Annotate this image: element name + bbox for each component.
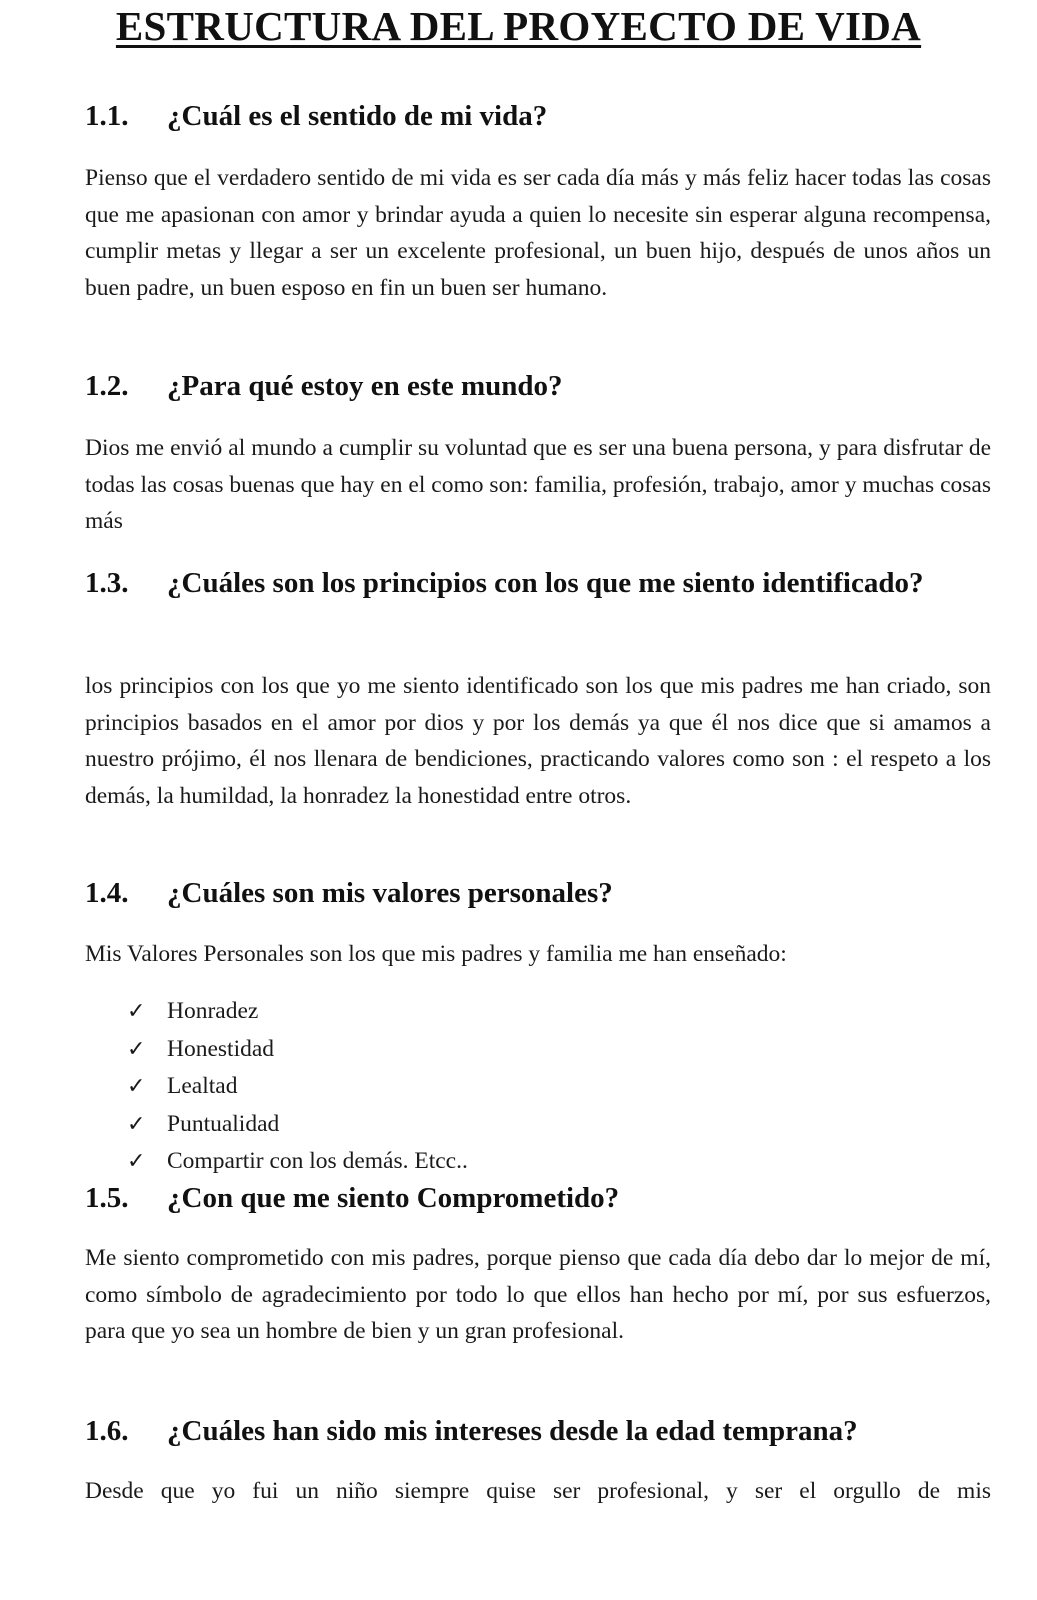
- list-item-label: Compartir con los demás. Etcc..: [167, 1148, 468, 1174]
- list-item-label: Honestidad: [167, 1035, 275, 1062]
- list-item: [85, 993, 991, 1031]
- section-title: ¿Cuáles son mis valores personales?: [167, 877, 613, 909]
- section-number: 1.4.: [85, 877, 129, 909]
- section-1-3: [85, 563, 991, 603]
- checkmark-icon: ✓: [127, 1036, 146, 1062]
- section-heading: [85, 96, 991, 136]
- section-heading: [85, 563, 991, 603]
- section-title: ¿Cuáles han sido mis intereses desde la edad temprana?: [167, 1415, 858, 1447]
- section-1-2-body: [85, 430, 991, 540]
- list-item: [85, 1068, 991, 1106]
- section-1-6: [85, 1411, 991, 1451]
- list-item-label: Honradez: [167, 998, 259, 1024]
- document-title: ESTRUCTURA DEL PROYECTO DE VIDA: [115, 3, 922, 49]
- section-title: ¿Con que me siento Comprometido?: [167, 1182, 620, 1214]
- section-1-6-body: [85, 1473, 991, 1510]
- section-1-4: [85, 873, 991, 913]
- list-item-label: Puntualidad: [167, 1110, 280, 1137]
- section-title: ¿Para qué estoy en este mundo?: [167, 370, 563, 402]
- checkmark-icon: ✓: [127, 1074, 146, 1099]
- section-title: ¿Cuál es el sentido de mi vida?: [167, 100, 548, 132]
- section-1-4-body: [85, 936, 991, 973]
- section-paragraph: Dios me envió al mundo a cumplir su voluntad que es ser una buena persona, y para disfrutar de todas las cosas buenas que hay en el como son: familia, profesión, trabajo, amor y muchas cosas más: [85, 435, 991, 534]
- section-number: 1.1.: [85, 100, 129, 132]
- section-1-1-body: [85, 160, 991, 306]
- section-number: 1.2.: [85, 370, 129, 402]
- section-title: ¿Cuáles son los principios con los que me siento identificado?: [167, 567, 924, 599]
- section-heading: [85, 1178, 991, 1218]
- section-1-5-body: [85, 1240, 991, 1350]
- checkmark-icon: ✓: [127, 999, 146, 1024]
- checkmark-icon: ✓: [127, 1149, 146, 1174]
- list-item: [85, 1143, 991, 1181]
- values-list-block: [85, 993, 991, 1181]
- values-list: [85, 993, 991, 1181]
- section-number: 1.6.: [85, 1415, 129, 1447]
- section-heading: [85, 1411, 991, 1451]
- section-number: 1.3.: [85, 567, 129, 599]
- section-paragraph: Pienso que el verdadero sentido de mi vida es ser cada día más y más feliz hacer todas las cosas que me apasionan con amor y brindar ayuda a quien lo necesite sin esperar alguna recompensa, cumplir metas y llegar a ser un excelente profesional, un buen hijo, después de unos años un buen padre, un buen esposo en fin un buen ser humano.: [85, 165, 991, 301]
- section-paragraph: los principios con los que yo me siento identificado son los que mis padres me han criado, son principios basados en el amor por dios y por los demás ya que él nos dice que si amamos a nuestro prójimo, él nos llenara de bendiciones, practicando valores como son : el respeto a los demás, la humildad, la honradez la honestidad entre otros.: [85, 673, 991, 809]
- section-heading: [85, 366, 991, 406]
- checkmark-icon: ✓: [127, 1111, 146, 1137]
- section-1-3-body: [85, 668, 991, 814]
- section-1-5: [85, 1178, 991, 1218]
- section-1-1: [85, 96, 991, 136]
- section-1-2: [85, 366, 991, 406]
- section-paragraph: Desde que yo fui un niño siempre quise ser profesional, y ser el orgullo de mis: [85, 1478, 991, 1504]
- list-item: [85, 1031, 991, 1069]
- section-paragraph: Mis Valores Personales son los que mis padres y familia me han enseñado:: [85, 941, 787, 967]
- section-heading: [85, 873, 991, 913]
- section-number: 1.5.: [85, 1182, 129, 1214]
- list-item-label: Lealtad: [167, 1073, 238, 1099]
- list-item: [85, 1106, 991, 1144]
- section-paragraph: Me siento comprometido con mis padres, porque pienso que cada día debo dar lo mejor de mí, como símbolo de agradecimiento por todo lo que ellos han hecho por mí, por sus esfuerzos, para que yo sea un hombre de bien y un gran profesional.: [85, 1245, 991, 1344]
